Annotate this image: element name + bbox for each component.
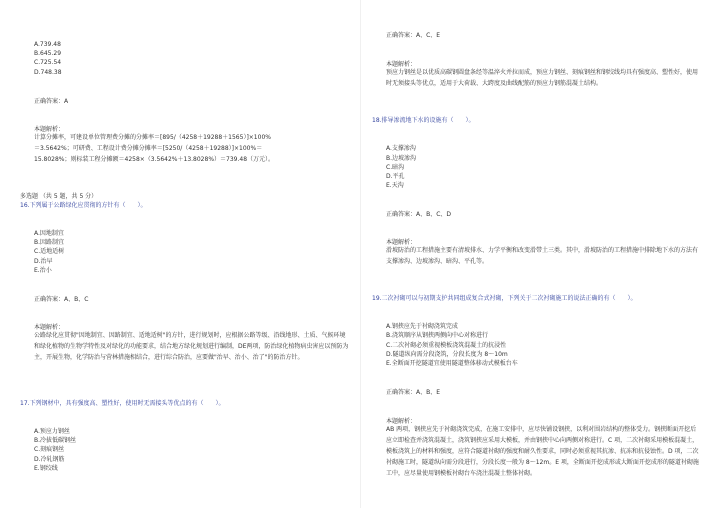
question-stem: 16.下列属于公路绿化应贯彻的方针有（ ）。: [20, 202, 147, 209]
explanation-text: 计算分摊率，可建设单位管理费分摊的分摊率＝[895/（4258＋19288＋1565）]×100%＝3.5642%；可研费、工程设计费分摊分摊率＝[5250/（4258＋19288）]×100%＝15.8028%；则标装工程分摊额＝4258×（3.5642%＋13.8028%）＝739.48（万元）。: [34, 134, 275, 163]
explanation-text: 预应力钢丝是以优质高碳钢圆盘条经等温淬火并拉而成，预应力钢丝、刻痕钢丝和钢绞线均具有强度高、塑性好，使用时无须接头等优点，适用于大荷载、大跨度及曲线配筋的预应力钢筋混凝土结构。: [386, 69, 699, 87]
option-c: C.适地适树: [34, 248, 65, 255]
option-b: B.645.29: [34, 50, 62, 57]
option-b: B.浇筑顺序从钢挟两侧向中心对称进行: [386, 332, 489, 339]
answer-text: 正确答案：A: [34, 98, 69, 105]
option-d: D.治早: [34, 258, 53, 265]
option-a: A.支撑渗沟: [386, 145, 416, 152]
option-b: B.冷拔低碳钢丝: [34, 437, 77, 444]
option-d: D.748.38: [34, 69, 62, 76]
explanation-text: 公路绿化应贯彻"因地制宜、因路制宜、适地适树"的方针，进行规划时，应根据公路等级、沿线地形、土质、气候环境和绿化植物的生物学特性及对绿化的功能要求，结合地方绿化规划进行编制，DE两项，防治绿化植物病虫害应以预防为主，开展生物，化学防治与营林措施相结合，进行综合防治，应要做"治早、治小、治了"的防治方针。: [34, 332, 349, 361]
explanation-title: 本题解析：: [386, 418, 417, 425]
option-d: D.平孔: [386, 173, 405, 180]
option-a: A.预应力钢丝: [34, 428, 70, 435]
question-stem: 19.二次衬砌可以与初期支护共同组成复合式衬砌，下列关于二次衬砌施工的说法正确的有（ ）。: [372, 295, 637, 302]
explanation-title: 本题解析：: [34, 126, 65, 133]
option-b: B.边坡渗沟: [386, 155, 417, 162]
explanation-title: 本题解析：: [386, 239, 417, 246]
explanation-text: 滑坡防治的工程措施主要有清坡排水、力学平衡和改变滑带土三类。其中，滑坡防治的工程措施中排除地下水的方法有支撑渗沟、边坡渗沟、暗沟、平孔等。: [386, 247, 699, 265]
answer-text: 正确答案：A、B、E: [386, 389, 441, 396]
option-e: E.治小: [34, 267, 52, 274]
option-b: B.因路制宜: [34, 239, 65, 246]
section-header: 多选题 （共 5 题，共 5 分）: [20, 193, 98, 200]
option-c: C.刻痕钢丝: [34, 446, 65, 453]
answer-text: 正确答案：A、B、C: [34, 296, 89, 303]
option-c: C.暗沟: [386, 164, 405, 171]
option-c: C.725.54: [34, 59, 62, 66]
option-a: A.739.48: [34, 41, 61, 48]
page-divider: [360, 0, 361, 508]
option-e: E.钢绞线: [34, 465, 58, 472]
option-c: C.二次衬砌必须重视模板浇筑混凝土的抗浸性: [386, 342, 507, 349]
explanation-text: AB 两项，钢挟应先于衬砌浇筑完成，在施工安排中，应尽快铺设钢挟，以利对围岩结构的整体受力。钢挟断面开挖后应立即检查并浇筑混凝土，浇筑钢挟应采用大模板，并由钢挟中心向两侧对称进行。C 项，二次衬砌采用模板混凝土，模板浇筑上的材料和强度，应符合隧道衬砌的强度和耐久性要求，同时必须重视其抗渗、抗冻和抗侵蚀性。D 项，二次衬砌施工时，隧道纵向需分段进行，分段长度一般为 8～12m。E 项，全断面开挖成形或大断面开挖成形的隧道衬砌施工中，应尽量使用钢模板衬砌台车浇注混凝土整体衬砌。: [386, 426, 699, 477]
question-stem: 18.排导渗流地下水的设施有（ ）。: [372, 117, 475, 124]
answer-text: 正确答案：A、C、E: [386, 32, 441, 39]
option-e: E.天沟: [386, 182, 404, 189]
option-a: A.钢挟应先于衬砌浇筑完成: [386, 323, 458, 330]
option-d: D.冷轧钢筋: [34, 456, 65, 463]
option-d: D.隧道纵向需分段浇筑，分段长度为 8～10m: [386, 351, 508, 358]
option-e: E.全断面开挖隧道宜使用隧道整体移动式模板台车: [386, 360, 518, 367]
explanation-title: 本题解析：: [386, 61, 417, 68]
explanation-title: 本题解析：: [34, 324, 65, 331]
answer-text: 正确答案：A、B、C、D: [386, 211, 452, 218]
option-a: A.因地制宜: [34, 230, 64, 237]
right-page: [360, 0, 720, 508]
question-stem: 17.下列钢材中，具有强度高、塑性好，使用时无需接头等优点的有（ ）。: [20, 400, 225, 407]
